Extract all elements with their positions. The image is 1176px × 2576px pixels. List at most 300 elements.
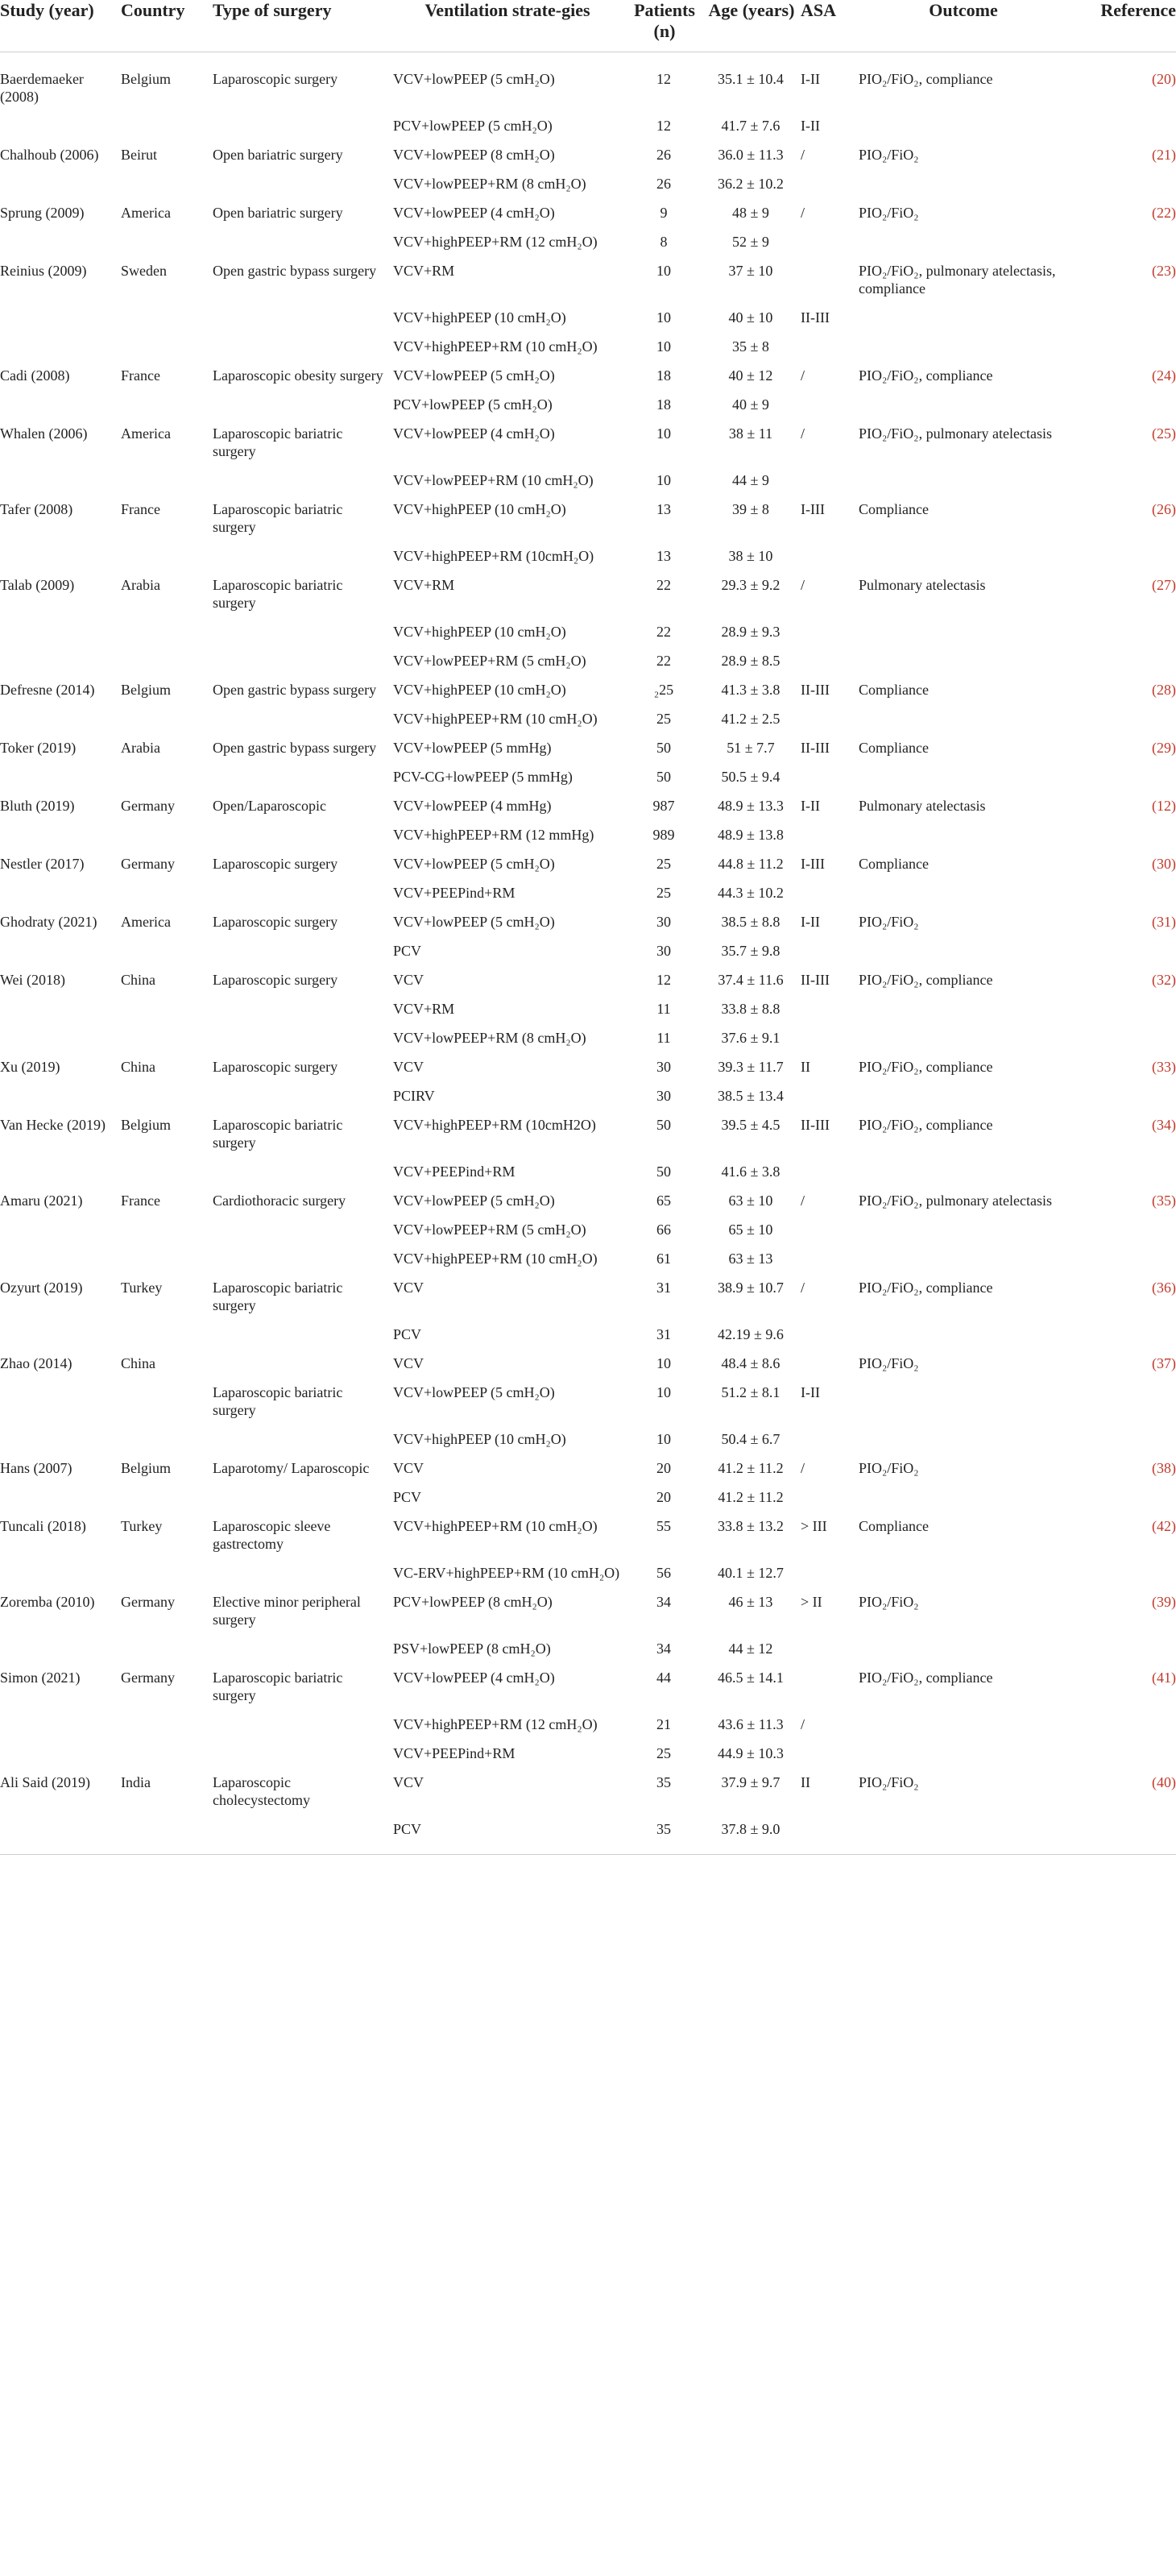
cell-age: 41.2 ± 11.2 [718, 1489, 784, 1505]
cell-reference: (20) [1152, 71, 1176, 87]
cell-country: Arabia [121, 740, 160, 756]
cell-patients: 10 [656, 425, 671, 442]
cell-surgery-type: Laparoscopic bariatric surgery [213, 1117, 343, 1151]
cell-age: 39.5 ± 4.5 [721, 1117, 781, 1133]
header-asa: ASA [801, 0, 859, 52]
cell-country [121, 1076, 213, 1105]
cell-study [0, 1018, 121, 1047]
cell-reference [1073, 931, 1176, 960]
cell-reference: (12) [1152, 798, 1176, 814]
table-row [0, 641, 1176, 670]
cell-asa [801, 1657, 859, 1704]
cell-asa [801, 1733, 859, 1762]
header-reference: Reference [1073, 0, 1176, 52]
cell-surgery-type: Laparoscopic surgery [213, 856, 338, 872]
cell-study: Zhao (2014) [0, 1355, 72, 1371]
cell-reference: (39) [1152, 1594, 1176, 1610]
cell-reference [1073, 536, 1176, 565]
cell-asa: I-III [801, 856, 825, 872]
cell-surgery-type [213, 1209, 393, 1238]
cell-country: India [121, 1774, 151, 1790]
cell-surgery-type: Open bariatric surgery [213, 205, 343, 221]
table-row [0, 52, 1176, 106]
cell-surgery-type [213, 384, 393, 413]
cell-reference [1073, 873, 1176, 902]
cell-asa: II-III [801, 309, 830, 326]
header-surgery-type: Type of surgery [213, 0, 393, 52]
table-row [0, 873, 1176, 902]
cell-outcome: PIO₂/FiO₂, compliance [859, 1280, 993, 1296]
cell-surgery-type [213, 326, 393, 355]
cell-asa: / [801, 1460, 805, 1476]
cell-reference: (36) [1152, 1280, 1176, 1296]
cell-ventilation-strategy: PSV+lowPEEP (8 cmH₂O) [393, 1641, 551, 1657]
cell-reference [1073, 1076, 1176, 1105]
cell-outcome [859, 222, 1073, 251]
cell-patients: 31 [656, 1326, 671, 1342]
cell-study [0, 1733, 121, 1762]
cell-study [0, 815, 121, 844]
cell-age: 44 ± 9 [732, 472, 769, 488]
cell-age: 51.2 ± 8.1 [721, 1384, 781, 1400]
cell-outcome [859, 106, 1073, 135]
cell-country: China [121, 972, 155, 988]
cell-country: Turkey [121, 1280, 163, 1296]
cell-study: Xu (2019) [0, 1059, 60, 1075]
cell-age: 38 ± 11 [728, 425, 773, 442]
cell-patients: 65 [656, 1193, 671, 1209]
table-row [0, 135, 1176, 164]
cell-ventilation-strategy: VCV+highPEEP+RM (10 cmH₂O) [393, 338, 598, 355]
table-row [0, 1553, 1176, 1582]
cell-outcome [859, 1733, 1073, 1762]
cell-ventilation-strategy: VCV+RM [393, 263, 455, 279]
cell-patients: 12 [656, 972, 671, 988]
cell-asa: II [801, 1774, 810, 1790]
cell-country: Belgium [121, 1460, 171, 1476]
cell-asa [801, 1477, 859, 1506]
cell-outcome [859, 1018, 1073, 1047]
cell-ventilation-strategy: VCV+lowPEEP (5 cmH₂O) [393, 1193, 555, 1209]
cell-surgery-type [213, 641, 393, 670]
cell-age: 63 ± 10 [728, 1193, 773, 1209]
table-row [0, 1419, 1176, 1448]
cell-study: Tuncali (2018) [0, 1518, 86, 1534]
cell-outcome: Compliance [859, 740, 929, 756]
cell-age: 40 ± 10 [728, 309, 773, 326]
cell-asa: I-II [801, 71, 820, 87]
table-row [0, 1314, 1176, 1343]
cell-surgery-type: Laparoscopic cholecystectomy [213, 1774, 310, 1808]
table-row [0, 1018, 1176, 1047]
cell-country: Belgium [121, 682, 171, 698]
cell-surgery-type [213, 106, 393, 135]
cell-asa: I-II [801, 118, 820, 134]
cell-age: 40 ± 12 [728, 367, 773, 384]
table-row [0, 326, 1176, 355]
table-row [0, 1733, 1176, 1762]
cell-study: Talab (2009) [0, 577, 75, 593]
cell-ventilation-strategy: VCV [393, 1355, 424, 1371]
cell-patients: 35 [656, 1821, 671, 1837]
cell-outcome: PIO₂/FiO₂, compliance [859, 972, 993, 988]
table-row [0, 1506, 1176, 1553]
cell-ventilation-strategy: VCV+lowPEEP (5 cmH₂O) [393, 71, 555, 87]
cell-age: 28.9 ± 8.5 [721, 653, 781, 669]
cell-patients: 10 [656, 309, 671, 326]
cell-patients: 989 [652, 827, 675, 843]
cell-age: 39.3 ± 11.7 [718, 1059, 784, 1075]
cell-asa [801, 1314, 859, 1343]
cell-reference [1073, 384, 1176, 413]
cell-country: China [121, 1059, 155, 1075]
cell-country: America [121, 205, 171, 221]
cell-country: Germany [121, 798, 175, 814]
cell-ventilation-strategy: VCV+highPEEP+RM (12 mmHg) [393, 827, 594, 843]
cell-asa: / [801, 1280, 805, 1296]
cell-patients: 10 [656, 472, 671, 488]
cell-surgery-type: Laparoscopic surgery [213, 1059, 338, 1075]
cell-surgery-type: Elective minor peripheral surgery [213, 1594, 361, 1628]
cell-asa [801, 757, 859, 786]
cell-surgery-type [213, 1704, 393, 1733]
cell-surgery-type [213, 1419, 393, 1448]
table-row [0, 1267, 1176, 1314]
cell-outcome: PIO₂/FiO₂ [859, 1460, 919, 1476]
cell-patients: 18 [656, 396, 671, 413]
cell-ventilation-strategy: VC-ERV+highPEEP+RM (10 cmH₂O) [393, 1565, 620, 1581]
cell-country [121, 460, 213, 489]
cell-reference [1073, 757, 1176, 786]
table-row [0, 565, 1176, 612]
cell-age: 41.7 ± 7.6 [721, 118, 781, 134]
table-row [0, 193, 1176, 222]
cell-study [0, 384, 121, 413]
table-body [0, 52, 1176, 1839]
cell-patients: 35 [656, 1774, 671, 1790]
cell-reference [1073, 1018, 1176, 1047]
table-row [0, 815, 1176, 844]
cell-age: 65 ± 10 [728, 1222, 773, 1238]
cell-country [121, 641, 213, 670]
table-row [0, 1105, 1176, 1151]
cell-study: Whalen (2006) [0, 425, 88, 442]
table-row [0, 670, 1176, 699]
cell-country: Belgium [121, 71, 171, 87]
cell-country: Beirut [121, 147, 157, 163]
cell-asa [801, 536, 859, 565]
table-row [0, 1582, 1176, 1628]
cell-study [0, 1419, 121, 1448]
cell-country [121, 989, 213, 1018]
cell-age: 37.4 ± 11.6 [718, 972, 784, 988]
cell-study: Nestler (2017) [0, 856, 85, 872]
table-header [0, 0, 1176, 52]
cell-reference: (32) [1152, 972, 1176, 988]
table-row [0, 536, 1176, 565]
table-row [0, 757, 1176, 786]
table-row [0, 1180, 1176, 1209]
cell-study [0, 1209, 121, 1238]
cell-study [0, 699, 121, 728]
cell-country [121, 1704, 213, 1733]
cell-ventilation-strategy: VCV+RM [393, 1001, 455, 1017]
cell-surgery-type [213, 1151, 393, 1180]
cell-reference: (37) [1152, 1355, 1176, 1371]
cell-ventilation-strategy: VCV+highPEEP (10 cmH₂O) [393, 682, 566, 698]
cell-reference [1073, 1238, 1176, 1267]
cell-asa [801, 1209, 859, 1238]
cell-age: 46.5 ± 14.1 [718, 1670, 784, 1686]
cell-patients: 25 [656, 856, 671, 872]
cell-ventilation-strategy: VCV+lowPEEP (5 cmH₂O) [393, 367, 555, 384]
cell-reference: (29) [1152, 740, 1176, 756]
cell-country [121, 1238, 213, 1267]
cell-patients: 12 [656, 71, 671, 87]
cell-ventilation-strategy: VCV [393, 1774, 424, 1790]
cell-asa [801, 460, 859, 489]
cell-study [0, 164, 121, 193]
cell-patients: 50 [656, 740, 671, 756]
cell-reference [1073, 641, 1176, 670]
cell-reference: (21) [1152, 147, 1176, 163]
cell-country: France [121, 501, 160, 517]
cell-ventilation-strategy: PCV [393, 1489, 422, 1505]
cell-country [121, 1018, 213, 1047]
cell-age: 41.3 ± 3.8 [721, 682, 781, 698]
cell-outcome [859, 641, 1073, 670]
cell-age: 52 ± 9 [732, 234, 769, 250]
cell-study [0, 931, 121, 960]
cell-ventilation-strategy: VCV+PEEPind+RM [393, 885, 516, 901]
cell-ventilation-strategy: VCV+RM [393, 577, 455, 593]
cell-age: 38.5 ± 8.8 [721, 914, 781, 930]
cell-reference [1073, 1477, 1176, 1506]
cell-asa [801, 873, 859, 902]
cell-surgery-type [213, 1238, 393, 1267]
cell-ventilation-strategy: PCV+lowPEEP (5 cmH₂O) [393, 118, 553, 134]
cell-study: Chalhoub (2006) [0, 147, 99, 163]
table-row [0, 413, 1176, 460]
cell-surgery-type [213, 1628, 393, 1657]
cell-outcome: PIO₂/FiO₂ [859, 205, 919, 221]
cell-surgery-type [213, 1733, 393, 1762]
cell-age: 35.1 ± 10.4 [718, 71, 784, 87]
cell-study: Reinius (2009) [0, 263, 87, 279]
cell-ventilation-strategy: VCV+lowPEEP+RM (8 cmH₂O) [393, 176, 586, 192]
cell-patients: 34 [656, 1641, 671, 1657]
cell-outcome [859, 699, 1073, 728]
cell-asa [801, 1809, 859, 1838]
cell-country: China [121, 1355, 155, 1371]
cell-asa: > II [801, 1594, 822, 1610]
header-study: Study (year) [0, 0, 121, 52]
cell-study: Wei (2018) [0, 972, 66, 988]
cell-outcome: PIO₂/FiO₂ [859, 1774, 919, 1790]
cell-study: Ozyurt (2019) [0, 1280, 83, 1296]
cell-study [0, 873, 121, 902]
table-row [0, 902, 1176, 931]
cell-reference [1073, 1628, 1176, 1657]
cell-reference [1073, 1209, 1176, 1238]
cell-ventilation-strategy: VCV+lowPEEP (8 cmH₂O) [393, 147, 555, 163]
cell-asa: I-III [801, 501, 825, 517]
cell-outcome [859, 326, 1073, 355]
cell-ventilation-strategy: VCV [393, 1280, 424, 1296]
cell-reference: (30) [1152, 856, 1176, 872]
cell-study [0, 989, 121, 1018]
cell-study [0, 1704, 121, 1733]
cell-study: Ali Said (2019) [0, 1774, 90, 1790]
cell-outcome [859, 536, 1073, 565]
cell-ventilation-strategy: VCV+lowPEEP (5 mmHg) [393, 740, 552, 756]
cell-age: 37.6 ± 9.1 [721, 1030, 781, 1046]
cell-asa: II-III [801, 972, 830, 988]
cell-surgery-type [213, 1553, 393, 1582]
cell-outcome [859, 1314, 1073, 1343]
cell-ventilation-strategy: VCV+lowPEEP (5 cmH₂O) [393, 914, 555, 930]
cell-country [121, 612, 213, 641]
cell-age: 63 ± 13 [728, 1251, 773, 1267]
cell-age: 29.3 ± 9.2 [721, 577, 781, 593]
cell-study: Simon (2021) [0, 1670, 81, 1686]
cell-reference: (42) [1152, 1518, 1176, 1534]
cell-outcome [859, 1553, 1073, 1582]
table-row [0, 251, 1176, 297]
cell-ventilation-strategy: VCV+PEEPind+RM [393, 1745, 516, 1761]
cell-asa: / [801, 1716, 805, 1732]
cell-country [121, 873, 213, 902]
cell-study [0, 1553, 121, 1582]
cell-patients: 987 [652, 798, 675, 814]
cell-ventilation-strategy: VCV+lowPEEP (4 cmH₂O) [393, 425, 555, 442]
cell-country [121, 931, 213, 960]
cell-surgery-type [213, 931, 393, 960]
cell-reference: (35) [1152, 1193, 1176, 1209]
cell-outcome [859, 1628, 1073, 1657]
cell-reference [1073, 1704, 1176, 1733]
cell-age: 51 ± 7.7 [727, 740, 775, 756]
cell-asa [801, 1343, 859, 1372]
cell-patients: 20 [656, 1460, 671, 1476]
cell-asa: / [801, 425, 805, 442]
cell-age: 35 ± 8 [732, 338, 769, 355]
cell-study [0, 1151, 121, 1180]
cell-age: 48.4 ± 8.6 [721, 1355, 781, 1371]
cell-ventilation-strategy: PCV+lowPEEP (8 cmH₂O) [393, 1594, 553, 1610]
cell-ventilation-strategy: VCV+highPEEP (10 cmH₂O) [393, 501, 566, 517]
cell-age: 33.8 ± 8.8 [721, 1001, 781, 1017]
cell-country: America [121, 914, 171, 930]
cell-outcome: PIO₂/FiO₂, pulmonary atelectasis [859, 425, 1053, 442]
cell-outcome [859, 757, 1073, 786]
cell-ventilation-strategy: VCV+lowPEEP (5 cmH₂O) [393, 856, 555, 872]
cell-patients: 25 [656, 885, 671, 901]
header-country: Country [121, 0, 213, 52]
cell-surgery-type: Laparoscopic surgery [213, 71, 338, 87]
cell-asa: II-III [801, 1117, 830, 1133]
table-row [0, 1076, 1176, 1105]
cell-country: Arabia [121, 577, 160, 593]
cell-patients: 25 [656, 711, 671, 727]
cell-patients: 30 [656, 943, 671, 959]
cell-country [121, 164, 213, 193]
cell-outcome: PIO₂/FiO₂ [859, 1594, 919, 1610]
cell-country: Germany [121, 1670, 175, 1686]
cell-outcome [859, 612, 1073, 641]
cell-surgery-type: Laparoscopic obesity surgery [213, 367, 383, 384]
cell-study [0, 1372, 121, 1419]
cell-ventilation-strategy: VCV+lowPEEP (4 cmH₂O) [393, 1670, 555, 1686]
cell-surgery-type [213, 1314, 393, 1343]
cell-outcome: PIO₂/FiO₂, pulmonary atelectasis [859, 1193, 1053, 1209]
cell-asa: I-II [801, 798, 820, 814]
cell-patients: 55 [656, 1518, 671, 1534]
cell-patients: 12 [656, 118, 671, 134]
cell-surgery-type [213, 1809, 393, 1838]
cell-patients: 25 [656, 1745, 671, 1761]
table-row [0, 960, 1176, 989]
cell-age: 35.7 ± 9.8 [721, 943, 781, 959]
cell-study [0, 536, 121, 565]
cell-reference [1073, 1151, 1176, 1180]
cell-asa [801, 164, 859, 193]
cell-ventilation-strategy: PCV [393, 1326, 422, 1342]
cell-ventilation-strategy: VCV [393, 972, 424, 988]
cell-surgery-type [213, 757, 393, 786]
cell-ventilation-strategy: VCV+lowPEEP+RM (5 cmH₂O) [393, 653, 586, 669]
cell-reference: (34) [1152, 1117, 1176, 1133]
cell-age: 39 ± 8 [732, 501, 769, 517]
cell-surgery-type: Laparoscopic bariatric surgery [213, 425, 343, 459]
cell-surgery-type: Open gastric bypass surgery [213, 740, 377, 756]
cell-country [121, 1628, 213, 1657]
cell-study: Hans (2007) [0, 1460, 72, 1476]
cell-outcome: PIO₂/FiO₂, compliance [859, 1059, 993, 1075]
table-row [0, 106, 1176, 135]
cell-country [121, 1314, 213, 1343]
cell-ventilation-strategy: VCV+highPEEP+RM (10cmH₂O) [393, 548, 594, 564]
cell-outcome [859, 1419, 1073, 1448]
cell-ventilation-strategy: VCV+lowPEEP (4 cmH₂O) [393, 205, 555, 221]
cell-outcome: PIO₂/FiO₂, pulmonary atelectasis, compliance [859, 263, 1056, 297]
cell-study: Sprung (2009) [0, 205, 85, 221]
cell-surgery-type: Laparoscopic bariatric surgery [213, 1670, 343, 1703]
table-row [0, 222, 1176, 251]
cell-age: 48 ± 9 [732, 205, 769, 221]
cell-ventilation-strategy: VCV [393, 1460, 424, 1476]
table-row [0, 1343, 1176, 1372]
cell-outcome [859, 815, 1073, 844]
cell-surgery-type: Laparotomy/ Laparoscopic [213, 1460, 370, 1476]
cell-outcome [859, 1076, 1073, 1105]
cell-surgery-type [213, 873, 393, 902]
cell-outcome [859, 1372, 1073, 1419]
cell-study [0, 297, 121, 326]
cell-country: Belgium [121, 1117, 171, 1133]
cell-surgery-type: Open gastric bypass surgery [213, 682, 377, 698]
cell-ventilation-strategy: VCV+highPEEP+RM (12 cmH₂O) [393, 234, 598, 250]
cell-study [0, 1076, 121, 1105]
cell-outcome [859, 460, 1073, 489]
cell-ventilation-strategy: VCV+highPEEP+RM (12 cmH₂O) [393, 1716, 598, 1732]
table-row [0, 460, 1176, 489]
cell-study [0, 641, 121, 670]
cell-age: 37.9 ± 9.7 [721, 1774, 781, 1790]
table-row [0, 612, 1176, 641]
cell-asa: / [801, 1193, 805, 1209]
cell-asa: II-III [801, 740, 830, 756]
